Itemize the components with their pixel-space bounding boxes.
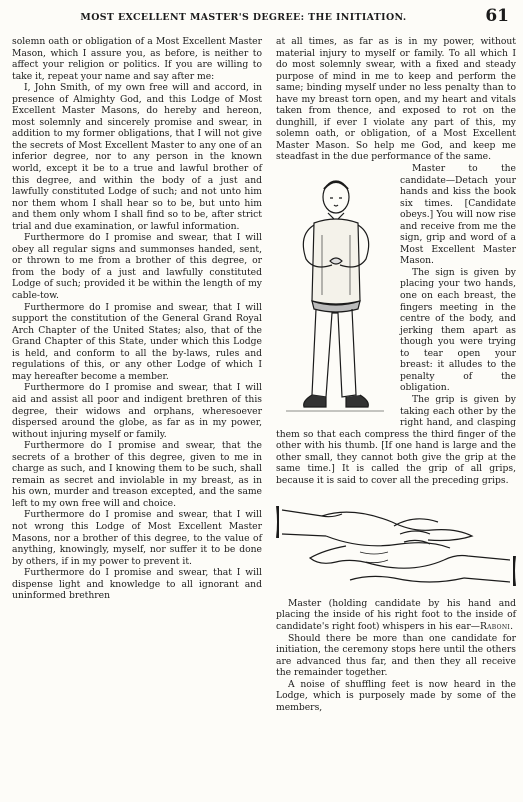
- grip-hands-illustration: [276, 490, 516, 590]
- paragraph-oath-summonses: Furthermore do I promise and swear, that I will obey all regular signs and summonses handed, sent, or thrown to me from a brother of this degree, or from the body of a just and lawfully constituted Lodge of such; provided it be within the length of my cable-tow.: [12, 232, 262, 302]
- paragraph-sign-description: The sign is given by placing your two hands, one on each breast, the fingers meeting in the centre of the body, and jerking them apart as though you were trying to tear open your breast: it alludes to the penalty of the obligation.: [400, 266, 516, 394]
- paragraph-oath-brother-secrets: Furthermore do I promise and swear, that the secrets of a brother of this degree, given to me in charge as such, and I knowing them to be such, shall remain as secret and inviolable in my breast, as in his own, murder and treason excepted, and the same left to my own free will and choice.: [12, 440, 262, 509]
- paragraph-oath-aid: Furthermore do I promise and swear, that I will aid and assist all poor and indigent brethren of this degree, their widows and orphans, wheresoever dispersed around the globe, as far as in my power, without injuring myself or family.: [12, 382, 262, 440]
- sign-figure-illustration: [276, 165, 394, 427]
- paragraph-grip-description: The grip is given by taking each other by the right hand, and clasping them so that each compress the third finger of the other with his thumb. [If one hand is large and the other small, they cannot both give the grip at the same time.] It is called the grip of all grips, because it is said to cover all the preceding grips.: [276, 393, 516, 486]
- paragraph-oath-intro: solemn oath or obligation of a Most Excellent Master Mason, which I assure you, as before, is neither to affect your religion or politics. If you are willing to take it, repeat your name and say after me:: [12, 36, 262, 82]
- master-instruction-text: Master to the candidate—Detach your hands and kiss the book six times. [Candidate obeys.] You will now rise and receive from me the sign, grip and word of a Most Excellent Master Mason.: [400, 163, 516, 267]
- paragraph-oath-secrets: I, John Smith, of my own free will and accord, in presence of Almighty God, and this Lodge of Most Excellent Master Masons, do hereby and hereon, most solemnly and sincerely promise and swear, in addition to my former obligations, that I will not give the secrets of Most Excellent Master to any one of an inferior degree, nor to any person in the known world, except it be to a true and lawful brother of this degree, and within the body of a just and lawfully constituted Lodge of such; and not unto him nor them whom I shall hear so to be, but unto him and them only whom I shall find so to be, after strict trial and due examination, or lawful information.: [12, 82, 262, 232]
- paragraph-oath-light: Furthermore do I promise and swear, that I will dispense light and knowledge to all ignorant and uninformed brethren: [12, 567, 262, 602]
- paragraph-multiple-candidates: Should there be more than one candidate for initiation, the ceremony stops here until the others are advanced thus far, and then they all receive the remainder together.: [276, 632, 516, 679]
- master-word-text: Master (holding candidate by his hand and placing the inside of his right foot to the inside of candidate's right foot) whispers in his ear—: [276, 597, 516, 632]
- word-raboni: Raboni.: [479, 620, 514, 632]
- paragraph-oath-constitution: Furthermore do I promise and swear, that I will support the constitution of the General Grand Royal Arch Chapter of the United States; also, that of the Grand Chapter of this State, under which this Lodge is held, and conform to all the by-laws, rules and regulations of this, or any other Lodge of which I may hereafter become a member.: [12, 301, 262, 382]
- paragraph-oath-wrong: Furthermore do I promise and swear, that I will not wrong this Lodge of Most Excellent Master Masons, nor a brother of this degree, to the value of anything, knowingly, myself, nor suffer it to be done by others, if in my power to prevent it.: [12, 509, 262, 567]
- right-column: [276, 36, 516, 713]
- left-column: [12, 36, 262, 602]
- page-header: [18, 6, 509, 30]
- paragraph-master-instruction: [276, 163, 516, 267]
- page-number: 61: [485, 6, 509, 26]
- paragraph-oath-penalty: at all times, as far as is in my power, without material injury to myself or family. To all which I do most solemnly swear, with a fixed and steady purpose of mind in me to keep and perform the same; binding myself under no less penalty than to have my breast torn open, and my heart and vitals taken from thence, and exposed to rot on the dunghill, if ever I violate any part of this, my solemn oath, or obligation, of a Most Excellent Master Mason. So help me God, and keep me steadfast in the due performance of the same.: [276, 36, 516, 163]
- running-title: MOST EXCELLENT MASTER'S DEGREE: THE INITIATION.: [80, 12, 407, 23]
- paragraph-shuffling-feet: A noise of shuffling feet is now heard in the Lodge, which is purposely made by some of the members,: [276, 678, 516, 713]
- paragraph-master-word: [276, 598, 516, 633]
